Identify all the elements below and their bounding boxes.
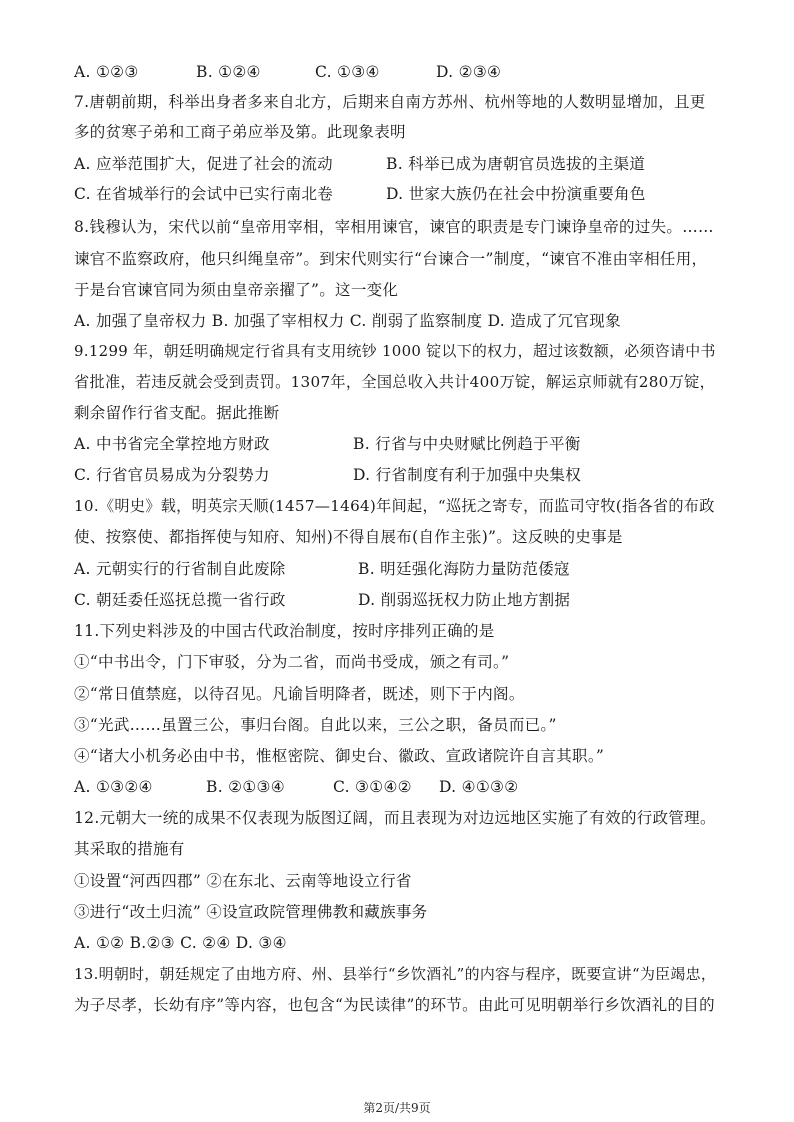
q6-option-a: A. ①②③ xyxy=(74,63,139,81)
q12-item-line-2: ③进行“改土归流” ④设宣政院管理佛教和藏族事务 xyxy=(74,903,428,921)
q9-option-d: D. 行省制度有利于加强中央集权 xyxy=(353,466,582,484)
q9-stem-line-1: 9.1299 年，朝廷明确规定行省具有支用统钞 1000 锭以下的权力，超过该数额，必须咨请中书 xyxy=(74,342,716,360)
q11-source-2: ②“常日值禁庭，以待召见。凡谕旨明降者，既述，则下于内阁。 xyxy=(74,685,525,703)
q13-stem-line-1: 13.明朝时，朝廷规定了由地方府、州、县举行“乡饮酒礼”的内容与程序，既要宣讲“为臣竭忠， xyxy=(74,965,717,983)
q11-source-1: ①“中书出令，门下审驳，分为二省，而尚书受成，颁之有司。” xyxy=(74,653,510,671)
q11-source-3: ③“光武……虽置三公，事归台阁。自此以来，三公之职，备员而已。” xyxy=(74,716,557,734)
q10-stem-line-2: 使、按察使、都指挥使与知府、知州)不得自展布(自作主张)”。这反映的史事是 xyxy=(74,528,623,546)
q7-option-b: B. 科举已成为唐朝官员选拔的主渠道 xyxy=(386,155,646,173)
q7-option-a: A. 应举范围扩大，促进了社会的流动 xyxy=(74,155,333,173)
q10-option-a: A. 元朝实行的行省制自此废除 xyxy=(74,560,286,578)
page-number: 第2页/共9页 xyxy=(363,1101,431,1115)
q11-option-c: C. ③①④② xyxy=(333,778,412,796)
q9-stem-line-2: 省批准，若违反就会受到责罚。1307年，全国总收入共计400万锭，解运京师就有280万锭， xyxy=(74,373,716,391)
q10-stem-line-1: 10.《明史》载，明英宗天顺(1457—1464)年间起，“巡抚之寄专，而监司守牧(指各省的布政 xyxy=(74,497,715,515)
q12-stem-line-2: 其采取的措施有 xyxy=(74,840,185,858)
q6-option-c: C. ①③④ xyxy=(315,63,380,81)
q7-stem-line-2: 多的贫寒子弟和工商子弟应举及第。此现象表明 xyxy=(74,123,406,141)
q10-option-c: C. 朝廷委任巡抚总揽一省行政 xyxy=(74,591,286,609)
q7-stem-line-1: 7.唐朝前期，科举出身者多来自北方，后期来自南方苏州、杭州等地的人数明显增加，且更 xyxy=(74,93,706,111)
q12-item-line-1: ①设置“河西四郡” ②在东北、云南等地设立行省 xyxy=(74,872,412,890)
q11-source-4: ④“诸大小机务必由中书，惟枢密院、御史台、徽政、宣政诸院许自言其职。” xyxy=(74,747,605,765)
q8-options-line: A. 加强了皇帝权力 B. 加强了宰相权力 C. 削弱了监察制度 D. 造成了冗官现象 xyxy=(74,312,621,330)
q13-stem-line-2: 为子尽孝，长幼有序”等内容，也包含“为民读律”的环节。由此可见明朝举行乡饮酒礼的目的 xyxy=(74,996,715,1014)
q10-option-d: D. 削弱巡抚权力防止地方割据 xyxy=(358,591,571,609)
q11-stem-line-1: 11.下列史料涉及的中国古代政治制度，按时序排列正确的是 xyxy=(74,622,495,640)
q8-stem-line-3: 于是台官谏官同为须由皇帝亲擢了”。这一变化 xyxy=(74,281,399,299)
q9-option-b: B. 行省与中央财赋比例趋于平衡 xyxy=(353,435,581,453)
q7-option-c: C. 在省城举行的会试中已实行南北卷 xyxy=(74,185,334,203)
q8-stem-line-2: 谏官不监察政府，他只纠绳皇帝”。到宋代则实行“台谏合一”制度，“谏官不准由宰相任用， xyxy=(74,250,708,268)
q12-stem-line-1: 12.元朝大一统的成果不仅表现为版图辽阔，而且表现为对边远地区实施了有效的行政管理。 xyxy=(74,809,716,827)
q12-options-line: A. ①② B.②③ C. ②④ D. ③④ xyxy=(74,934,287,952)
q10-option-b: B. 明廷强化海防力量防范倭寇 xyxy=(358,560,570,578)
q9-option-a: A. 中书省完全掌控地方财政 xyxy=(74,435,270,453)
q11-option-d: D. ④①③② xyxy=(439,778,519,796)
q6-option-d: D. ②③④ xyxy=(436,63,502,81)
q11-option-b: B. ②①③④ xyxy=(206,778,285,796)
q8-stem-line-1: 8.钱穆认为，宋代以前“皇帝用宰相，宰相用谏官，谏官的职责是专门谏诤皇帝的过失。…… xyxy=(74,218,714,236)
q11-option-a: A. ①③②④ xyxy=(74,778,153,796)
q9-option-c: C. 行省官员易成为分裂势力 xyxy=(74,466,270,484)
q7-option-d: D. 世家大族仍在社会中扮演重要角色 xyxy=(386,185,646,203)
q6-option-b: B. ①②④ xyxy=(196,63,261,81)
q9-stem-line-3: 剩余留作行省支配。据此推断 xyxy=(74,404,280,422)
